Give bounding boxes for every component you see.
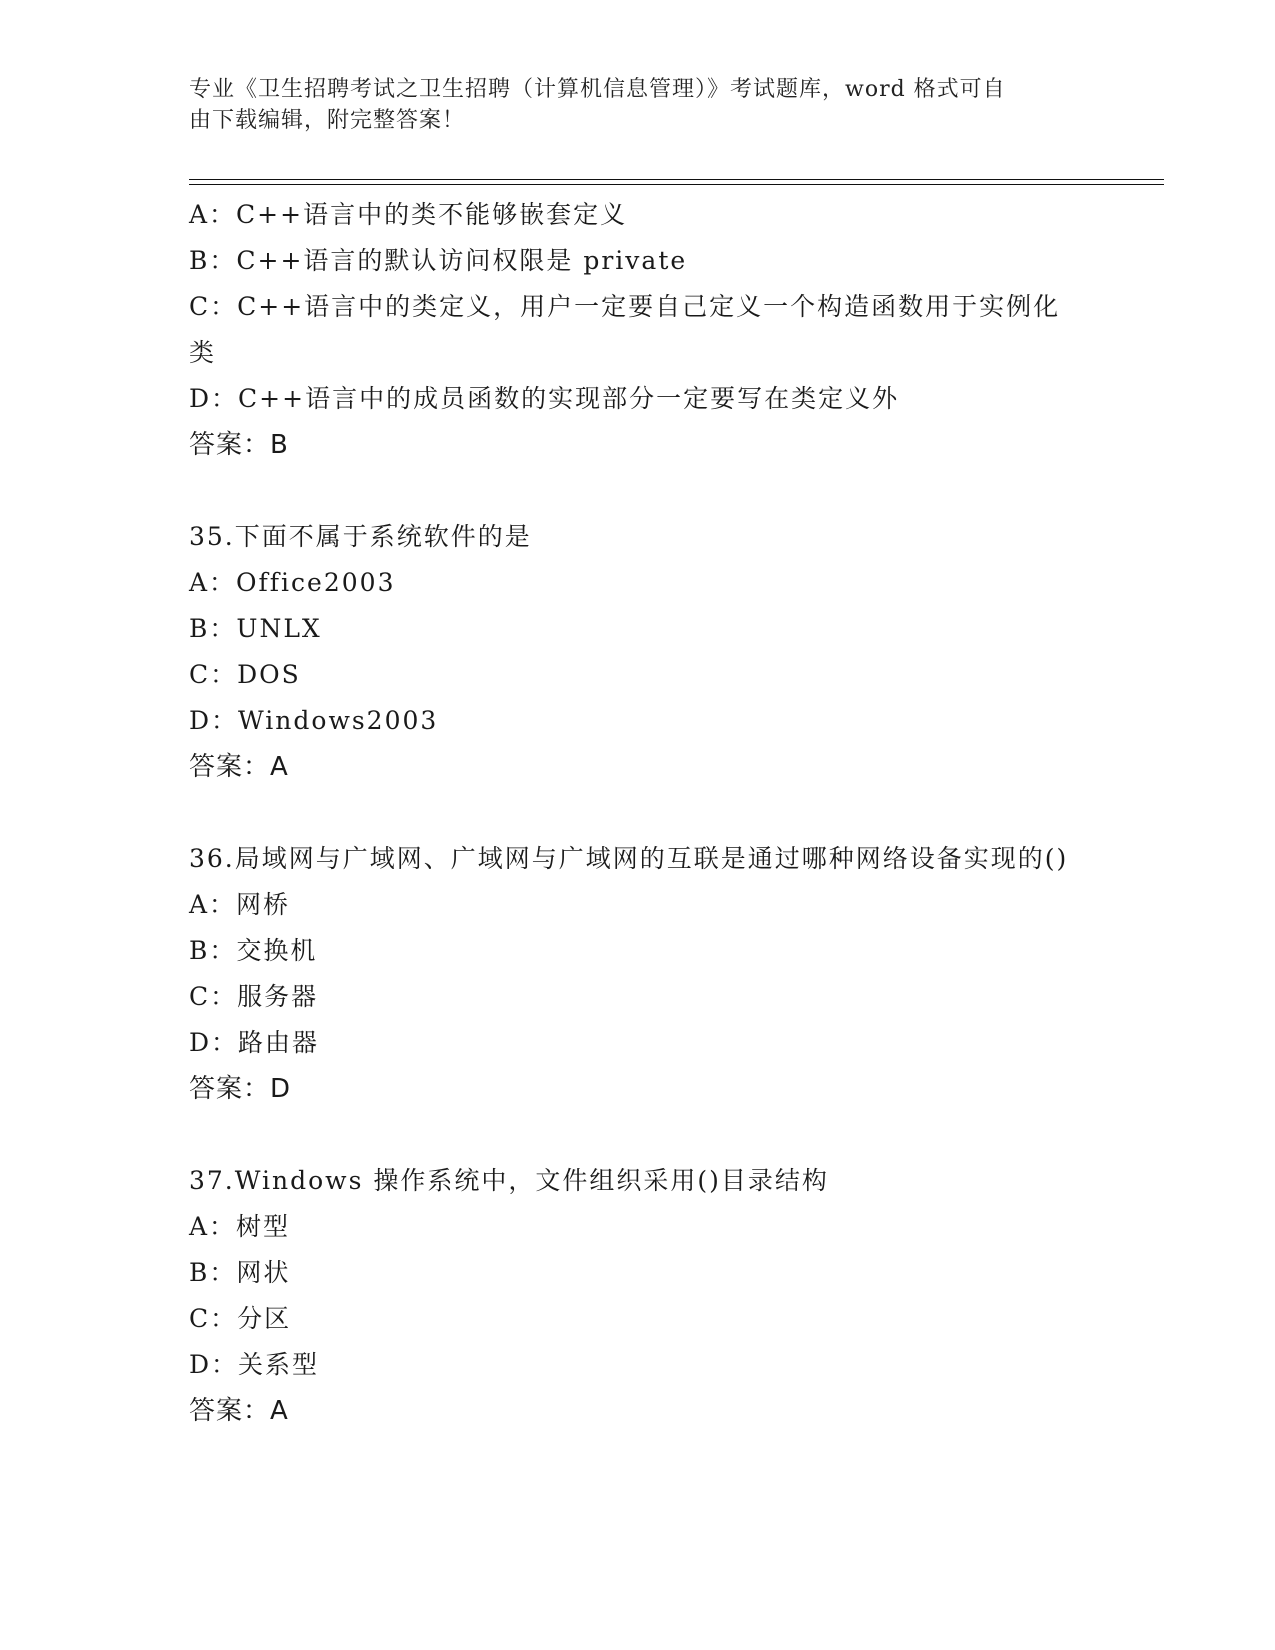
header-line-2: 由下载编辑，附完整答案！ xyxy=(189,108,466,133)
option-c: C：C++语言中的类定义，用户一定要自己定义一个构造函数用于实例化类 xyxy=(189,292,1061,367)
question-37 xyxy=(189,1158,1089,1434)
option-d: D：路由器 xyxy=(189,1028,320,1057)
question-stem: 35.下面不属于系统软件的是 xyxy=(189,522,532,551)
option-c: C：DOS xyxy=(189,660,301,689)
option-a: A：网桥 xyxy=(189,890,291,919)
question-stem: 37.Windows 操作系统中，文件组织采用()目录结构 xyxy=(189,1166,829,1195)
answer-line: 答案：A xyxy=(189,752,289,782)
answer-line: 答案：A xyxy=(189,1396,289,1426)
question-36 xyxy=(189,836,1089,1112)
option-a: A：树型 xyxy=(189,1212,291,1241)
option-b: B：UNLX xyxy=(189,614,322,643)
spacer xyxy=(189,790,1089,836)
question-35 xyxy=(189,514,1089,790)
spacer xyxy=(189,468,1089,514)
option-b: B：交换机 xyxy=(189,936,318,965)
answer-line: 答案：D xyxy=(189,1074,292,1104)
option-d: D：C++语言中的成员函数的实现部分一定要写在类定义外 xyxy=(189,384,900,413)
document-header xyxy=(189,74,1069,136)
option-c: C：服务器 xyxy=(189,982,319,1011)
option-a: A：C++语言中的类不能够嵌套定义 xyxy=(189,200,628,229)
option-a: A：Office2003 xyxy=(189,568,396,597)
spacer xyxy=(189,1112,1089,1158)
question-stem: 36.局域网与广域网、广域网与广域网的互联是通过哪种网络设备实现的() xyxy=(189,844,1069,873)
option-d: D：关系型 xyxy=(189,1350,320,1379)
question-34-continued xyxy=(189,192,1089,468)
header-line-1: 专业《卫生招聘考试之卫生招聘（计算机信息管理）》考试题库，word 格式可自 xyxy=(189,77,1006,102)
option-b: B：C++语言的默认访问权限是 private xyxy=(189,246,688,275)
question-list xyxy=(189,192,1089,1434)
header-divider-top xyxy=(189,179,1164,180)
answer-line: 答案：B xyxy=(189,430,289,460)
header-divider-bottom xyxy=(189,184,1164,185)
option-c: C：分区 xyxy=(189,1304,292,1333)
option-b: B：网状 xyxy=(189,1258,291,1287)
option-d: D：Windows2003 xyxy=(189,706,439,735)
